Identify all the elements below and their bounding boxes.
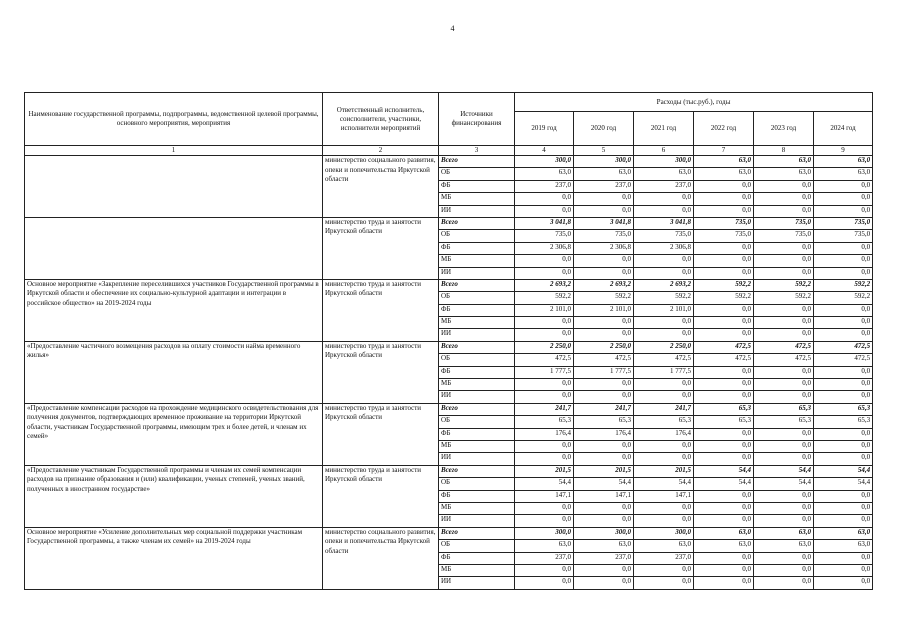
amount-cell: 472,5: [634, 354, 694, 366]
amount-cell: 0,0: [694, 242, 754, 254]
amount-cell: 54,4: [694, 465, 754, 477]
column-numbers-row: [25, 146, 873, 156]
amount-cell: 0,0: [754, 242, 814, 254]
amount-cell: 0,0: [515, 317, 574, 329]
amount-cell: 63,0: [754, 527, 814, 539]
table-row-total: [25, 465, 873, 477]
amount-cell: 1 777,5: [515, 366, 574, 378]
amount-cell: 0,0: [754, 577, 814, 589]
amount-cell: 147,1: [515, 490, 574, 502]
amount-cell: 201,5: [634, 465, 694, 477]
amount-cell: 0,0: [754, 515, 814, 527]
amount-cell: 0,0: [754, 490, 814, 502]
amount-cell: 0,0: [574, 205, 634, 217]
amount-cell: 237,0: [634, 552, 694, 564]
amount-cell: 65,3: [814, 403, 873, 415]
amount-cell: 65,3: [814, 416, 873, 428]
funding-source: ФБ: [439, 304, 515, 316]
funding-source: ИИ: [439, 453, 515, 465]
amount-cell: 472,5: [694, 354, 754, 366]
executor-name: министерство труда и занятости Иркутской области: [323, 465, 439, 527]
amount-cell: 0,0: [754, 366, 814, 378]
amount-cell: 54,4: [574, 478, 634, 490]
amount-cell: 0,0: [754, 564, 814, 576]
funding-source: ОБ: [439, 540, 515, 552]
activity-name: Основное мероприятие «Усиление дополнительных мер социальной поддержки участникам Государственной программы, а также членам их семей» на 2019-2024 годы: [25, 527, 323, 589]
amount-cell: 0,0: [634, 564, 694, 576]
amount-cell: 237,0: [574, 180, 634, 192]
amount-cell: 0,0: [694, 267, 754, 279]
activity-name: Основное мероприятие «Закрепление переселившихся участников Государственной программы в Иркутской области и обеспечение их социально-культурной адаптации и интеграции в российское общество» на 2019-2024 годы: [25, 279, 323, 341]
funding-source: МБ: [439, 193, 515, 205]
amount-cell: 0,0: [515, 255, 574, 267]
amount-cell: 1 777,5: [634, 366, 694, 378]
funding-source: ФБ: [439, 490, 515, 502]
funding-source: ОБ: [439, 168, 515, 180]
amount-cell: 54,4: [814, 465, 873, 477]
amount-cell: 0,0: [814, 552, 873, 564]
amount-cell: 0,0: [754, 391, 814, 403]
amount-cell: 0,0: [814, 490, 873, 502]
amount-cell: 0,0: [814, 391, 873, 403]
amount-cell: 0,0: [694, 193, 754, 205]
header-year: 2021 год: [634, 112, 694, 146]
amount-cell: 0,0: [814, 193, 873, 205]
amount-cell: 65,3: [694, 416, 754, 428]
amount-cell: 65,3: [634, 416, 694, 428]
amount-cell: 592,2: [515, 292, 574, 304]
amount-cell: 201,5: [515, 465, 574, 477]
amount-cell: 241,7: [634, 403, 694, 415]
amount-cell: 54,4: [515, 478, 574, 490]
amount-cell: 237,0: [515, 180, 574, 192]
funding-source: ИИ: [439, 515, 515, 527]
amount-cell: 63,0: [634, 540, 694, 552]
budget-body: [25, 156, 873, 590]
amount-cell: 0,0: [515, 440, 574, 452]
amount-cell: 0,0: [515, 379, 574, 391]
amount-cell: 0,0: [694, 428, 754, 440]
amount-cell: 592,2: [754, 279, 814, 291]
amount-cell: 0,0: [754, 193, 814, 205]
amount-cell: 63,0: [634, 168, 694, 180]
page-number: 4: [450, 24, 455, 33]
header-year: 2024 год: [814, 112, 873, 146]
amount-cell: 0,0: [515, 515, 574, 527]
amount-cell: 63,0: [754, 540, 814, 552]
amount-cell: 63,0: [754, 156, 814, 168]
amount-cell: 0,0: [754, 453, 814, 465]
funding-source: МБ: [439, 502, 515, 514]
amount-cell: 0,0: [515, 329, 574, 341]
executor-name: министерство социального развития, опеки и попечительства Иркутской области: [323, 527, 439, 589]
amount-cell: 0,0: [694, 515, 754, 527]
amount-cell: 0,0: [754, 552, 814, 564]
amount-cell: 63,0: [814, 527, 873, 539]
funding-source: ОБ: [439, 354, 515, 366]
amount-cell: 0,0: [634, 440, 694, 452]
amount-cell: 237,0: [634, 180, 694, 192]
funding-source: Всего: [439, 465, 515, 477]
amount-cell: 241,7: [515, 403, 574, 415]
table-row-total: [25, 156, 873, 168]
amount-cell: 63,0: [694, 527, 754, 539]
executor-name: министерство социального развития, опеки и попечительства Иркутской области: [323, 156, 439, 218]
amount-cell: 0,0: [694, 552, 754, 564]
funding-source: ОБ: [439, 230, 515, 242]
amount-cell: 0,0: [634, 205, 694, 217]
funding-source: ФБ: [439, 428, 515, 440]
amount-cell: 65,3: [754, 403, 814, 415]
funding-source: Всего: [439, 279, 515, 291]
table-row-total: [25, 403, 873, 415]
column-number: 9: [814, 146, 873, 156]
funding-source: ФБ: [439, 180, 515, 192]
amount-cell: 0,0: [814, 205, 873, 217]
amount-cell: 1 777,5: [574, 366, 634, 378]
funding-source: ФБ: [439, 366, 515, 378]
amount-cell: 63,0: [574, 540, 634, 552]
table-row-total: [25, 279, 873, 291]
amount-cell: 65,3: [515, 416, 574, 428]
amount-cell: 0,0: [814, 440, 873, 452]
amount-cell: 0,0: [694, 564, 754, 576]
amount-cell: 0,0: [515, 391, 574, 403]
amount-cell: 2 250,0: [515, 341, 574, 353]
funding-source: Всего: [439, 341, 515, 353]
amount-cell: 0,0: [754, 255, 814, 267]
amount-cell: 0,0: [754, 304, 814, 316]
funding-source: ИИ: [439, 391, 515, 403]
amount-cell: 735,0: [515, 230, 574, 242]
amount-cell: 0,0: [694, 366, 754, 378]
amount-cell: 0,0: [754, 428, 814, 440]
amount-cell: 0,0: [634, 379, 694, 391]
amount-cell: 472,5: [814, 341, 873, 353]
amount-cell: 63,0: [814, 540, 873, 552]
amount-cell: 3 041,8: [515, 217, 574, 229]
amount-cell: 0,0: [814, 379, 873, 391]
funding-source: ИИ: [439, 577, 515, 589]
amount-cell: 0,0: [574, 391, 634, 403]
amount-cell: 65,3: [694, 403, 754, 415]
amount-cell: 0,0: [814, 428, 873, 440]
amount-cell: 2 101,0: [634, 304, 694, 316]
amount-cell: 0,0: [694, 317, 754, 329]
activity-name: [25, 217, 323, 279]
amount-cell: 0,0: [574, 564, 634, 576]
amount-cell: 472,5: [754, 354, 814, 366]
amount-cell: 0,0: [515, 502, 574, 514]
amount-cell: 63,0: [694, 156, 754, 168]
amount-cell: 0,0: [515, 267, 574, 279]
funding-source: ИИ: [439, 329, 515, 341]
amount-cell: 176,4: [515, 428, 574, 440]
amount-cell: 0,0: [754, 379, 814, 391]
amount-cell: 592,2: [754, 292, 814, 304]
amount-cell: 54,4: [634, 478, 694, 490]
amount-cell: 592,2: [694, 292, 754, 304]
amount-cell: 54,4: [694, 478, 754, 490]
funding-source: ФБ: [439, 242, 515, 254]
amount-cell: 0,0: [634, 317, 694, 329]
budget-table: [24, 92, 873, 590]
amount-cell: 0,0: [574, 453, 634, 465]
amount-cell: 0,0: [634, 515, 694, 527]
amount-cell: 0,0: [634, 267, 694, 279]
amount-cell: 0,0: [694, 577, 754, 589]
column-number: 4: [515, 146, 574, 156]
amount-cell: 63,0: [814, 156, 873, 168]
header-year: 2022 год: [694, 112, 754, 146]
activity-name: «Предоставление частичного возмещения расходов на оплату стоимости найма временного жилья»: [25, 341, 323, 403]
amount-cell: 2 101,0: [515, 304, 574, 316]
amount-cell: 0,0: [814, 577, 873, 589]
amount-cell: 0,0: [754, 329, 814, 341]
amount-cell: 0,0: [694, 490, 754, 502]
amount-cell: 2 306,8: [574, 242, 634, 254]
amount-cell: 54,4: [754, 465, 814, 477]
amount-cell: 0,0: [634, 577, 694, 589]
amount-cell: 0,0: [814, 317, 873, 329]
amount-cell: 0,0: [814, 515, 873, 527]
amount-cell: 2 250,0: [574, 341, 634, 353]
amount-cell: 735,0: [814, 217, 873, 229]
header-executor-column: Ответственный исполнитель, соисполнители, участники, исполнители мероприятий: [323, 93, 439, 146]
activity-name: [25, 156, 323, 218]
amount-cell: 0,0: [754, 317, 814, 329]
table-row-total: [25, 217, 873, 229]
activity-name: «Предоставление компенсации расходов на прохождение медицинского освидетельствования для получения документов, подтверждающих временное проживание на территории Иркутской области, участникам Государственной программы, имеющим трех и более детей, и членам их семей»: [25, 403, 323, 465]
amount-cell: 0,0: [634, 391, 694, 403]
funding-source: ИИ: [439, 267, 515, 279]
amount-cell: 0,0: [814, 366, 873, 378]
amount-cell: 63,0: [574, 168, 634, 180]
amount-cell: 300,0: [515, 156, 574, 168]
amount-cell: 176,4: [634, 428, 694, 440]
column-number: 8: [754, 146, 814, 156]
amount-cell: 0,0: [574, 255, 634, 267]
amount-cell: 2 693,2: [634, 279, 694, 291]
amount-cell: 0,0: [694, 205, 754, 217]
amount-cell: 0,0: [754, 180, 814, 192]
funding-source: Всего: [439, 527, 515, 539]
table-row-total: [25, 527, 873, 539]
header-name-column: Наименование государственной программы, подпрограммы, ведомственной целевой программы, основного мероприятия, мероприятия: [25, 93, 323, 146]
executor-name: министерство труда и занятости Иркутской области: [323, 341, 439, 403]
amount-cell: 0,0: [814, 180, 873, 192]
amount-cell: 592,2: [814, 292, 873, 304]
amount-cell: 0,0: [694, 379, 754, 391]
amount-cell: 592,2: [634, 292, 694, 304]
executor-name: министерство труда и занятости Иркутской области: [323, 403, 439, 465]
amount-cell: 3 041,8: [634, 217, 694, 229]
funding-source: МБ: [439, 564, 515, 576]
amount-cell: 0,0: [574, 317, 634, 329]
amount-cell: 0,0: [754, 502, 814, 514]
executor-name: министерство труда и занятости Иркутской области: [323, 217, 439, 279]
amount-cell: 3 041,8: [574, 217, 634, 229]
amount-cell: 65,3: [574, 416, 634, 428]
amount-cell: 0,0: [515, 564, 574, 576]
funding-source: ФБ: [439, 552, 515, 564]
amount-cell: 0,0: [634, 453, 694, 465]
funding-source: МБ: [439, 317, 515, 329]
amount-cell: 63,0: [515, 540, 574, 552]
funding-source: ОБ: [439, 292, 515, 304]
amount-cell: 54,4: [814, 478, 873, 490]
amount-cell: 176,4: [574, 428, 634, 440]
amount-cell: 0,0: [694, 440, 754, 452]
amount-cell: 472,5: [814, 354, 873, 366]
funding-source: ОБ: [439, 416, 515, 428]
column-number: 7: [694, 146, 754, 156]
amount-cell: 0,0: [574, 502, 634, 514]
header-source-column: Источники финансирования: [439, 93, 515, 146]
amount-cell: 147,1: [634, 490, 694, 502]
amount-cell: 0,0: [694, 255, 754, 267]
amount-cell: 63,0: [814, 168, 873, 180]
amount-cell: 0,0: [634, 193, 694, 205]
amount-cell: 300,0: [634, 156, 694, 168]
amount-cell: 472,5: [754, 341, 814, 353]
amount-cell: 63,0: [694, 540, 754, 552]
amount-cell: 0,0: [694, 304, 754, 316]
amount-cell: 735,0: [694, 230, 754, 242]
amount-cell: 0,0: [574, 267, 634, 279]
amount-cell: 0,0: [515, 193, 574, 205]
header-year: 2020 год: [574, 112, 634, 146]
amount-cell: 0,0: [754, 267, 814, 279]
header-expenses: Расходы (тыс.руб.), годы: [515, 93, 873, 112]
amount-cell: 147,1: [574, 490, 634, 502]
amount-cell: 0,0: [694, 502, 754, 514]
amount-cell: 0,0: [754, 440, 814, 452]
amount-cell: 0,0: [814, 242, 873, 254]
amount-cell: 65,3: [754, 416, 814, 428]
column-number: 5: [574, 146, 634, 156]
amount-cell: 592,2: [694, 279, 754, 291]
column-number: 1: [25, 146, 323, 156]
amount-cell: 0,0: [574, 577, 634, 589]
funding-source: ОБ: [439, 478, 515, 490]
funding-source: Всего: [439, 156, 515, 168]
amount-cell: 2 693,2: [574, 279, 634, 291]
funding-source: МБ: [439, 440, 515, 452]
amount-cell: 0,0: [814, 564, 873, 576]
table-row-total: [25, 341, 873, 353]
amount-cell: 0,0: [515, 577, 574, 589]
funding-source: Всего: [439, 217, 515, 229]
amount-cell: 0,0: [574, 440, 634, 452]
funding-source: Всего: [439, 403, 515, 415]
amount-cell: 735,0: [754, 230, 814, 242]
amount-cell: 0,0: [814, 255, 873, 267]
header-year: 2023 год: [754, 112, 814, 146]
amount-cell: 0,0: [574, 515, 634, 527]
amount-cell: 735,0: [694, 217, 754, 229]
amount-cell: 63,0: [515, 168, 574, 180]
amount-cell: 2 306,8: [515, 242, 574, 254]
executor-name: министерство труда и занятости Иркутской области: [323, 279, 439, 341]
funding-source: МБ: [439, 379, 515, 391]
amount-cell: 63,0: [694, 168, 754, 180]
amount-cell: 472,5: [574, 354, 634, 366]
amount-cell: 2 693,2: [515, 279, 574, 291]
column-number: 6: [634, 146, 694, 156]
amount-cell: 2 306,8: [634, 242, 694, 254]
amount-cell: 735,0: [574, 230, 634, 242]
amount-cell: 0,0: [814, 304, 873, 316]
amount-cell: 0,0: [574, 329, 634, 341]
amount-cell: 0,0: [515, 205, 574, 217]
amount-cell: 2 101,0: [574, 304, 634, 316]
amount-cell: 241,7: [574, 403, 634, 415]
amount-cell: 300,0: [634, 527, 694, 539]
column-number: 2: [323, 146, 439, 156]
amount-cell: 0,0: [814, 267, 873, 279]
amount-cell: 300,0: [574, 156, 634, 168]
amount-cell: 237,0: [515, 552, 574, 564]
amount-cell: 0,0: [515, 453, 574, 465]
amount-cell: 0,0: [694, 180, 754, 192]
amount-cell: 0,0: [634, 329, 694, 341]
header-year: 2019 год: [515, 112, 574, 146]
amount-cell: 237,0: [574, 552, 634, 564]
amount-cell: 0,0: [634, 502, 694, 514]
amount-cell: 472,5: [515, 354, 574, 366]
amount-cell: 54,4: [754, 478, 814, 490]
amount-cell: 201,5: [574, 465, 634, 477]
amount-cell: 0,0: [754, 205, 814, 217]
amount-cell: 592,2: [574, 292, 634, 304]
amount-cell: 0,0: [574, 193, 634, 205]
amount-cell: 735,0: [754, 217, 814, 229]
amount-cell: 0,0: [694, 453, 754, 465]
funding-source: ИИ: [439, 205, 515, 217]
amount-cell: 300,0: [574, 527, 634, 539]
amount-cell: 0,0: [694, 329, 754, 341]
funding-source: МБ: [439, 255, 515, 267]
amount-cell: 592,2: [814, 279, 873, 291]
amount-cell: 0,0: [634, 255, 694, 267]
column-number: 3: [439, 146, 515, 156]
amount-cell: 0,0: [814, 453, 873, 465]
amount-cell: 2 250,0: [634, 341, 694, 353]
amount-cell: 735,0: [634, 230, 694, 242]
amount-cell: 0,0: [694, 391, 754, 403]
amount-cell: 472,5: [694, 341, 754, 353]
amount-cell: 300,0: [515, 527, 574, 539]
amount-cell: 0,0: [814, 502, 873, 514]
amount-cell: 0,0: [574, 379, 634, 391]
amount-cell: 63,0: [754, 168, 814, 180]
amount-cell: 0,0: [814, 329, 873, 341]
amount-cell: 735,0: [814, 230, 873, 242]
activity-name: «Предоставление участникам Государственной программы и членам их семей компенсации расходов на признание образования и (или) квалификации, ученых степеней, ученых званий, полученных в иностранном государстве»: [25, 465, 323, 527]
